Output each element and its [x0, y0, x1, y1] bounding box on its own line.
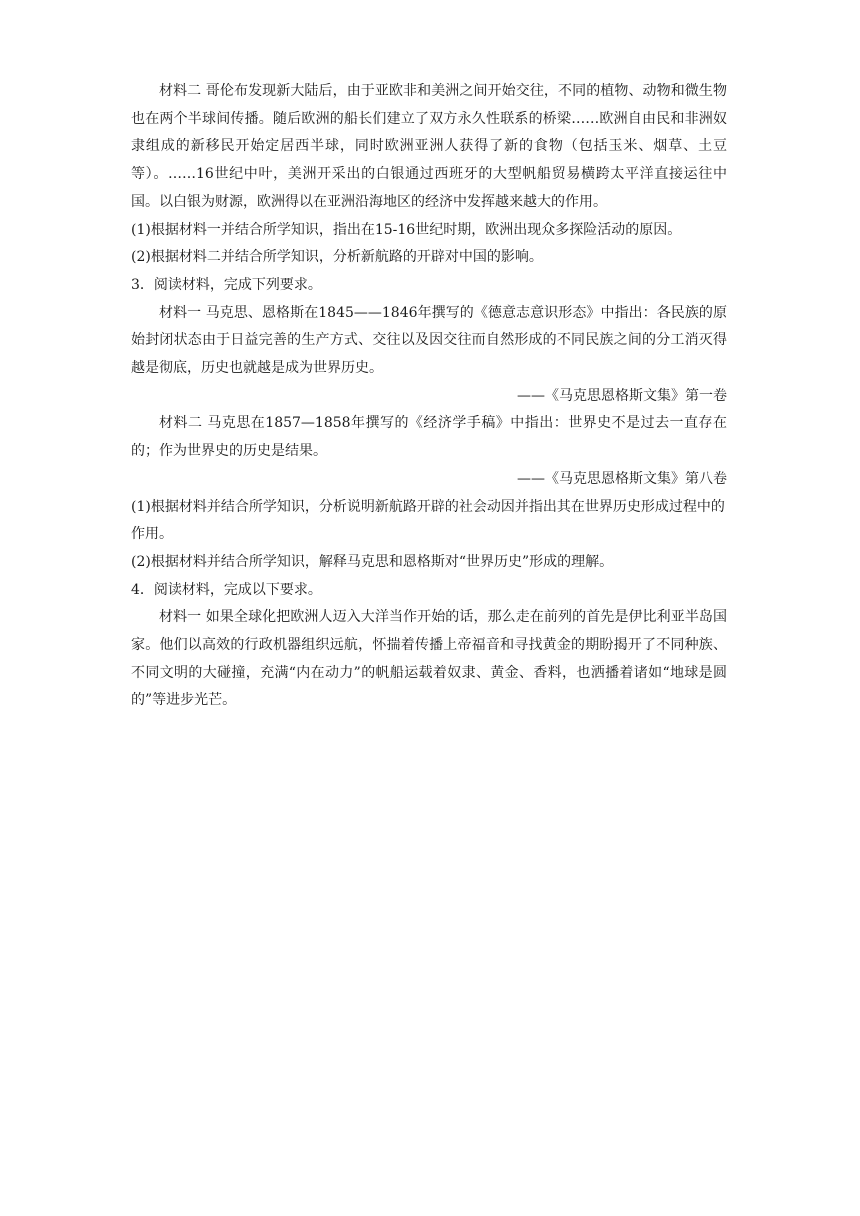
question-item: (1)根据材料并结合所学知识，分析说明新航路开辟的社会动因并指出其在世界历史形成过程中的作用。: [131, 498, 725, 543]
document-body: [131, 78, 727, 715]
material-paragraph: 材料二 哥伦布发现新大陆后，由于亚欧非和美洲之间开始交往，不同的植物、动物和微生物也在两个半球间传播。随后欧洲的船长们建立了双方永久性联系的桥梁……欧洲自由民和非洲奴隶组成的新移民开始定居西半球，同时欧洲亚洲人获得了新的食物（包括玉米、烟草、土豆等）。……16世纪中叶，美洲开采出的白银通过西班牙的大型帆船贸易横跨太平洋直接运往中国。以白银为财源，欧洲得以在亚洲沿海地区的经济中发挥越来越大的作用。: [131, 83, 727, 210]
question-item: (2)根据材料二并结合所学知识，分析新航路的开辟对中国的影响。: [131, 249, 543, 266]
source-citation: ——《马克思恩格斯文集》第八卷: [517, 470, 727, 487]
question-item: (1)根据材料一并结合所学知识，指出在15-16世纪时期，欧洲出现众多探险活动的原因。: [131, 221, 682, 238]
source-citation: ——《马克思恩格斯文集》第一卷: [517, 387, 727, 404]
question-item: (2)根据材料并结合所学知识，解释马克思和恩格斯对“世界历史”形成的理解。: [131, 553, 614, 570]
material-paragraph: 材料一 马克思、恩格斯在1845——1846年撰写的《德意志意识形态》中指出：各民族的原始封闭状态由于日益完善的生产方式、交往以及因交往而自然形成的不同民族之间的分工消灭得越是彻底，历史也就越是成为世界历史。: [131, 304, 727, 377]
question-heading: 3．阅读材料，完成下列要求。: [131, 276, 322, 293]
material-paragraph: 材料二 马克思在1857—1858年撰写的《经济学手稿》中指出：世界史不是过去一直存在的；作为世界史的历史是结果。: [131, 415, 727, 460]
material-paragraph: 材料一 如果全球化把欧洲人迈入大洋当作开始的话，那么走在前列的首先是伊比利亚半岛国家。他们以高效的行政机器组织远航，怀揣着传播上帝福音和寻找黄金的期盼揭开了不同种族、不同文明的大碰撞，充满“内在动力”的帆船运载着奴隶、黄金、香料，也洒播着诸如“地球是圆的”等进步光芒。: [131, 609, 727, 709]
question-heading: 4．阅读材料，完成以下要求。: [131, 581, 322, 598]
